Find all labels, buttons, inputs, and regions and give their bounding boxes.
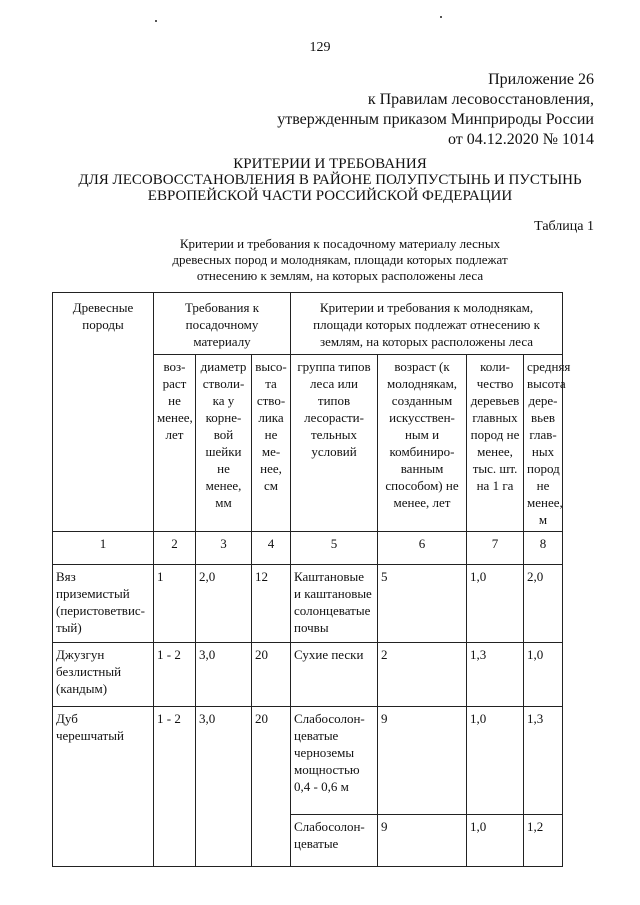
appendix-block: [277, 70, 594, 150]
cell-young-age: 2: [378, 643, 467, 707]
cell-tree-count: 1,0: [467, 815, 524, 867]
appendix-line: к Правилам лесовосстановления,: [367, 91, 594, 108]
column-number: 8: [524, 532, 563, 565]
cell-avg-height: 1,0: [524, 643, 563, 707]
caption-line: древесных пород и молоднякам, площади которых подлежат: [172, 252, 508, 267]
cell-young-age: 9: [378, 707, 467, 815]
header-age: воз- раст не менее, лет: [154, 355, 196, 532]
document-title: [60, 156, 600, 204]
column-number: 4: [252, 532, 291, 565]
header-planting-material: Требования к посадочному материалу: [154, 293, 291, 355]
header-young-age: возраст (к молоднякам, созданным искусствен- ным и комбиниро- ванным способом) не менее, лет: [378, 355, 467, 532]
appendix-line: утвержденным приказом Минприроды России: [277, 111, 594, 128]
scan-speck: [155, 20, 157, 22]
table-label: Таблица 1: [534, 219, 594, 234]
title-line: КРИТЕРИИ И ТРЕБОВАНИЯ: [233, 156, 427, 172]
cell-height: 20: [252, 643, 291, 707]
column-number: 7: [467, 532, 524, 565]
page-number: 129: [309, 40, 331, 55]
header-height: высо- та ство- лика не ме- нее, см: [252, 355, 291, 532]
cell-forest-type: Сухие пески: [291, 643, 378, 707]
table-row: [53, 565, 563, 643]
title-line: ЕВРОПЕЙСКОЙ ЧАСТИ РОССИЙСКОЙ ФЕДЕРАЦИИ: [147, 188, 513, 204]
cell-height: 12: [252, 565, 291, 643]
cell-tree-count: 1,0: [467, 707, 524, 815]
cell-age: 1: [154, 565, 196, 643]
header-avg-height: средняя высота дере- вьев глав- ных пород не менее, м: [524, 355, 563, 532]
criteria-table: [52, 292, 571, 867]
column-number: 1: [53, 532, 154, 565]
cell-forest-type: Каштановые и каштановые солонцеватые почвы: [291, 565, 378, 643]
cell-forest-type: Слабосолон- цеватые черноземы мощностью 0,4 - 0,6 м: [291, 707, 378, 815]
cell-young-age: 5: [378, 565, 467, 643]
cell-species: Вяз приземистый (перистоветвис- тый): [53, 565, 154, 643]
cell-diameter: 3,0: [196, 707, 252, 867]
cell-diameter: 2,0: [196, 565, 252, 643]
column-number: 3: [196, 532, 252, 565]
cell-age: 1 - 2: [154, 707, 196, 867]
caption-line: Критерии и требования к посадочному материалу лесных: [179, 236, 501, 251]
cell-tree-count: 1,0: [467, 565, 524, 643]
header-species: Древесные породы: [53, 293, 154, 532]
header-tree-count: коли- чество деревьев главных пород не менее, тыс. шт. на 1 га: [467, 355, 524, 532]
column-number-row: [53, 532, 563, 565]
cell-avg-height: 1,2: [524, 815, 563, 867]
cell-species: Джузгун безлистный (кандым): [53, 643, 154, 707]
appendix-line: от 04.12.2020 № 1014: [447, 131, 594, 148]
title-line: ДЛЯ ЛЕСОВОССТАНОВЛЕНИЯ В РАЙОНЕ ПОЛУПУСТЫНЬ И ПУСТЫНЬ: [78, 172, 582, 188]
cell-age: 1 - 2: [154, 643, 196, 707]
cell-height: 20: [252, 707, 291, 867]
cell-diameter: 3,0: [196, 643, 252, 707]
header-forest-type: группа типов леса или типов лесорасти- тельных условий: [291, 355, 378, 532]
table-row: [53, 643, 563, 707]
table-caption: [150, 236, 530, 284]
caption-line: отнесению к землям, на которых расположены леса: [196, 268, 484, 283]
column-number: 6: [378, 532, 467, 565]
header-young-stands: Критерии и требования к молоднякам, площади которых подлежат отнесению к землям, на которых расположены леса: [291, 293, 563, 355]
table-row: [53, 707, 563, 815]
cell-tree-count: 1,3: [467, 643, 524, 707]
appendix-line: Приложение 26: [488, 71, 594, 88]
cell-avg-height: 2,0: [524, 565, 563, 643]
cell-young-age: 9: [378, 815, 467, 867]
scan-speck: [440, 16, 442, 18]
cell-avg-height: 1,3: [524, 707, 563, 815]
column-number: 5: [291, 532, 378, 565]
column-number: 2: [154, 532, 196, 565]
cell-forest-type: Слабосолон- цеватые: [291, 815, 378, 867]
cell-species: Дуб черешчатый: [53, 707, 154, 867]
header-diameter: диаметр стволи- ка у корне- вой шейки не менее, мм: [196, 355, 252, 532]
